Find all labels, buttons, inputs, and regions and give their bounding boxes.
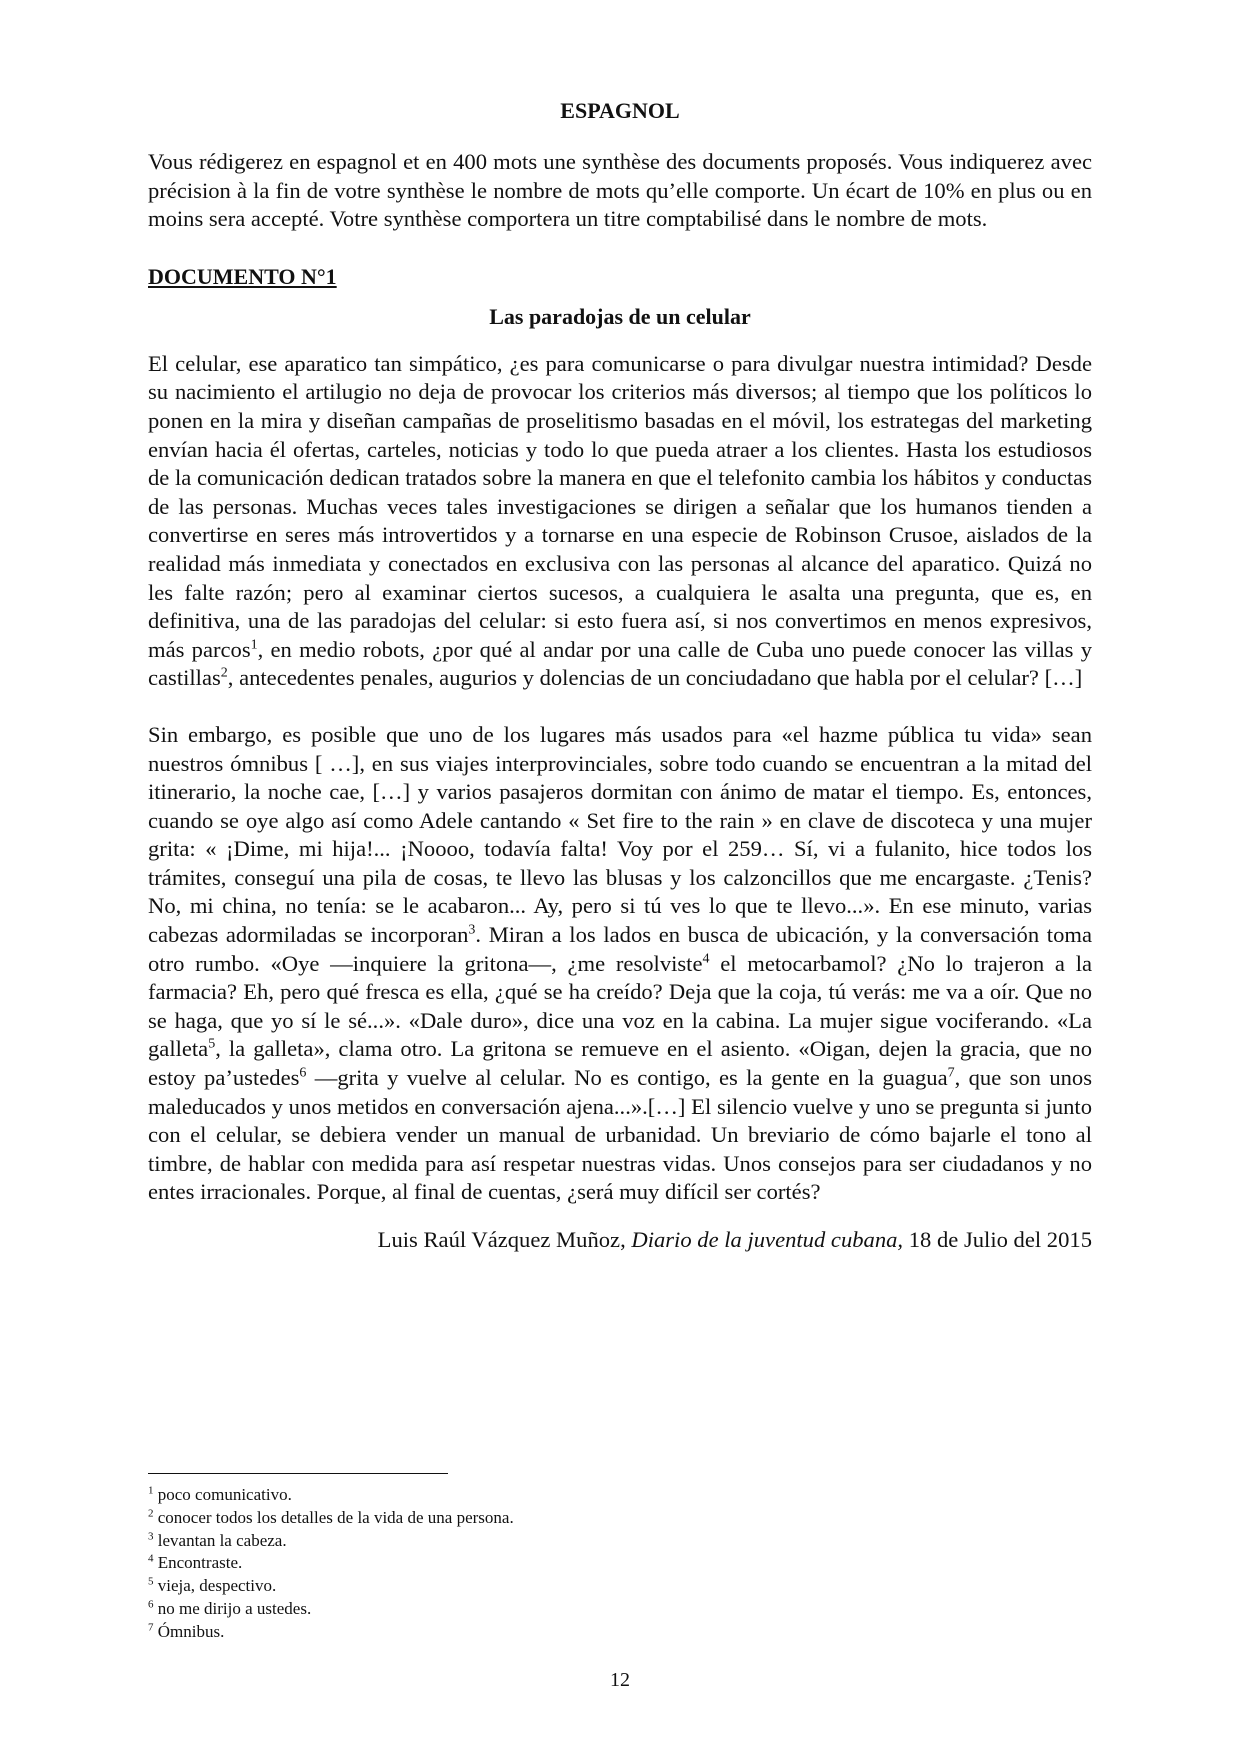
subject-heading: ESPAGNOL (560, 98, 680, 123)
footnote-text: no me dirijo a ustedes. (153, 1598, 312, 1618)
paragraph-text: Sin embargo, es posible que uno de los lugares más usados para «el hazme pública tu vida» sean nuestros ómnibus [ …], en sus viajes interprovinciales, sobre todo cuando se encuentran a la mitad del itinerario, la noche cae, […] y varios pasajeros dormitan con ánimo de matar el tiempo. Es, entonces, cuando se oye algo así como Adele cantando « Set fire to the rain » en clave de discoteca y una mujer grita: « ¡Dime, mi hija!... ¡Noooo, todavía falta! Voy por el 259… Sí, vi a fulanito, hice todos los trámites, conseguí una pila de cosas, te llevo las blusas y los calzoncillos que me encargaste. ¿Tenis? No, mi china, no tenía: se le acabaron... Ay, pero si tú ves lo que te llevo...». En ese minuto, varias cabezas adormiladas se incorporan (148, 721, 1092, 948)
article-title: Las paradojas de un celular (489, 303, 751, 329)
footnote-3 (148, 1530, 1092, 1553)
footnote-ref: 4 (702, 951, 710, 967)
footnote-1 (148, 1484, 1092, 1507)
footnote-number: 3 (148, 1529, 154, 1542)
footnote-text: conocer todos los detalles de la vida de una persona. (153, 1507, 514, 1527)
footnote-number: 2 (148, 1507, 154, 1520)
footnote-ref: 3 (468, 922, 476, 938)
paragraph-text: , que son unos maleducados y unos metidos en conversación ajena...».[…] El silencio vuelve y uno se pregunta si junto con el celular, se debiera vender un manual de urbanidad. Un breviario de cómo bajarle el tono al timbre, de hablar con medida para así respetar nuestras vidas. Unos consejos para ser ciudadanos y no entes irracionales. Porque, al final de cuentas, ¿será muy difícil ser cortés? (148, 1065, 1093, 1205)
footnote-number: 4 (148, 1552, 154, 1565)
footnotes (148, 1473, 1092, 1644)
paragraph-text: , antecedentes penales, augurios y dolencias de un conciudadano que habla por el celular? […] (227, 665, 1083, 691)
footnote-6 (148, 1598, 1092, 1621)
footnote-text: Encontraste. (153, 1553, 243, 1573)
paragraph-text: , la galleta», clama otro. La gritona se remueve en el asiento. «Oigan, dejen la gracia, que no estoy pa’ustedes (148, 1036, 1092, 1091)
paragraph-text: —grita y vuelve al celular. No es contigo, es la gente en la guagua (306, 1065, 948, 1091)
footnote-ref: 5 (208, 1036, 216, 1052)
source-date: 18 de Julio del 2015 (903, 1227, 1092, 1252)
footnote-text: poco comunicativo. (153, 1485, 292, 1504)
source-publication: Diario de la juventud cubana, (631, 1227, 904, 1252)
footnote-ref: 2 (220, 665, 228, 681)
article-source (148, 1226, 1092, 1255)
source-author: Luis Raúl Vázquez Muñoz, (377, 1227, 632, 1252)
footnote-7 (148, 1621, 1092, 1644)
footnote-divider (148, 1473, 448, 1474)
footnote-2 (148, 1507, 1092, 1530)
footnote-ref: 1 (250, 637, 258, 653)
footnote-text: vieja, despectivo. (153, 1576, 277, 1596)
footnote-number: 5 (148, 1575, 154, 1588)
paragraph-gap (148, 693, 1092, 721)
instructions-paragraph: Vous rédigerez en espagnol et en 400 mots une synthèse des documents proposés. Vous indiquerez avec précision à la fin de votre synthèse le nombre de mots qu’elle comporte. Un écart de 10% en plus ou en moins sera accepté. Votre synthèse comportera un titre comptabilisé dans le nombre de mots. (148, 149, 1092, 232)
article-paragraph-2 (148, 721, 1092, 1207)
footnote-ref: 7 (947, 1065, 955, 1081)
page-content (148, 98, 1092, 1255)
paragraph-text: el metocarbamol? ¿No lo trajeron a la farmacia? Eh, pero qué fresca es ella, ¿qué se ha creído? Deja que la coja, tú verás: me va a oír. Que no se haga, que yo sí le sé...». «Dale duro», dice una voz en la cabina. La mujer sigue vociferando. «La galleta (148, 950, 1092, 1062)
footnote-text: Ómnibus. (153, 1621, 225, 1641)
footnote-number: 7 (148, 1621, 154, 1634)
paragraph-text: , en medio robots, ¿por qué al andar por una calle de Cuba uno puede conocer las villas y castillas (148, 636, 1093, 691)
article-paragraph-1 (148, 350, 1092, 693)
paragraph-text: . Miran a los lados en busca de ubicación, y la conversación toma otro rumbo. «Oye —inquiere la gritona—, ¿me resolviste (148, 922, 1092, 976)
footnote-text: levantan la cabeza. (153, 1530, 287, 1550)
paragraph-text: El celular, ese aparatico tan simpático, ¿es para comunicarse o para divulgar nuestra intimidad? Desde su nacimiento el artilugio no deja de provocar los criterios más diversos; al tiempo que los políticos lo ponen en la mira y diseñan campañas de proselitismo basadas en el móvil, los estrategas del marketing envían hacia él ofertas, carteles, noticias y todo lo que pueda atraer a los clientes. Hasta los estudiosos de la comunicación dedican tratados sobre la manera en que el telefonito cambia los hábitos y conductas de las personas. Muchas veces tales investigaciones se dirigen a señalar que los humanos tienden a convertirse en seres más introvertidos y a tornarse en una especie de Robinson Crusoe, aislados de la realidad más inmediata y conectados en exclusiva con las personas al alcance del aparatico. Quizá no les falte razón; pero al examinar ciertos sucesos, a cualquiera le asalta una pregunta, que es, en definitiva, una de las paradojas del celular: si esto fuera así, si nos convertimos en menos expresivos, más parcos (148, 350, 1092, 662)
footnote-4 (148, 1552, 1092, 1575)
page-number: 12 (610, 1669, 630, 1691)
footnote-number: 6 (148, 1598, 154, 1611)
footnote-number: 1 (148, 1484, 154, 1497)
document-heading: DOCUMENTO N°1 (148, 263, 337, 289)
footnote-ref: 6 (299, 1065, 307, 1081)
footnote-5 (148, 1575, 1092, 1598)
